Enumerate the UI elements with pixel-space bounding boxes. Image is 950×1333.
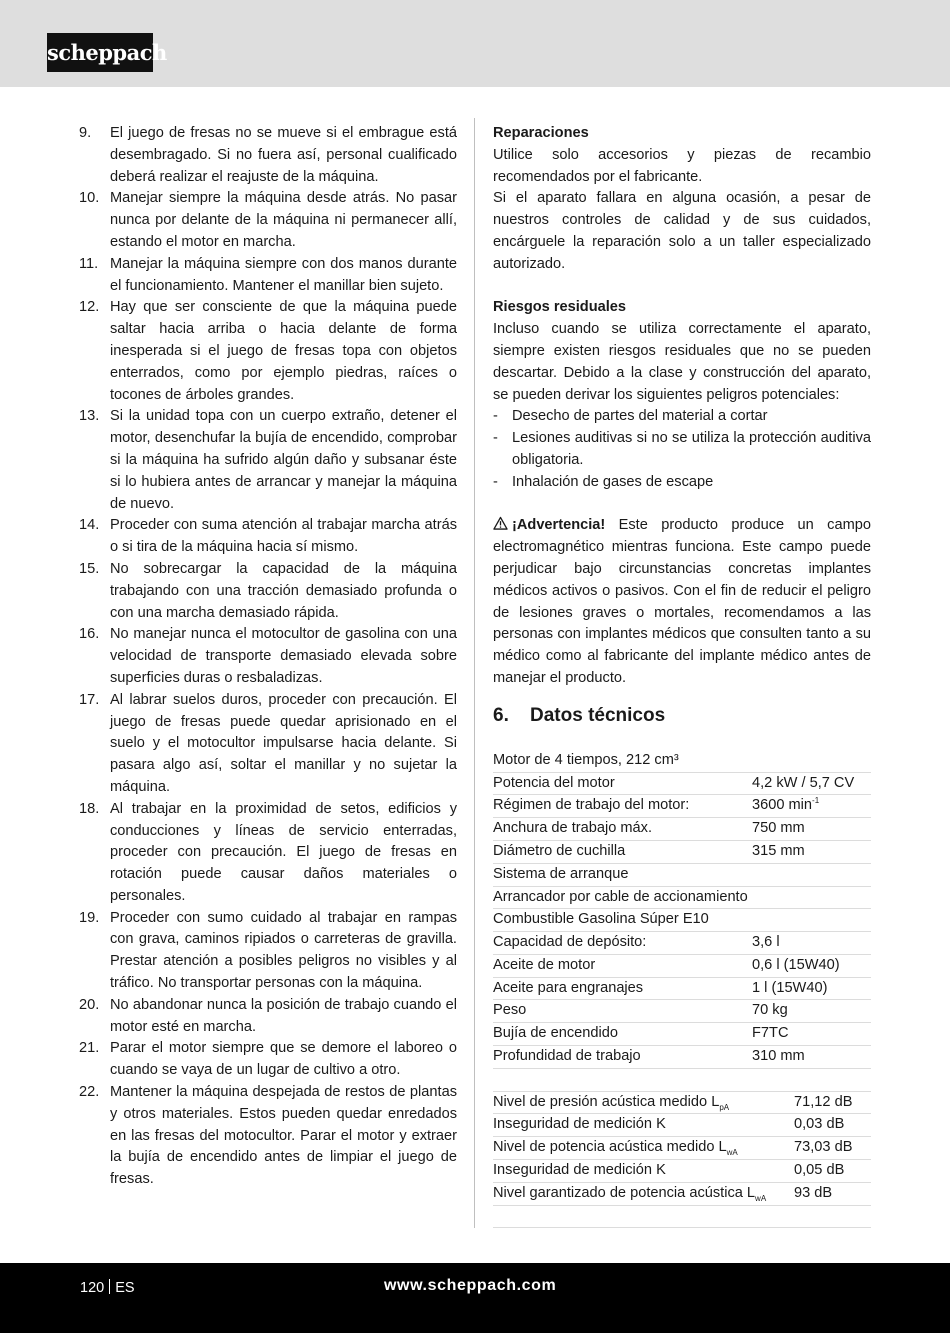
column-divider: [474, 118, 475, 1228]
list-item: 12. Hay que ser consciente de que la máquina puede saltar hacia arriba o hacia delante de forma inesperada si el juego de fresas topa con objetos enterrados, como por ejemplo piedras, raíces o tocones de árboles grandes.: [79, 297, 457, 406]
list-item-text: No abandonar nunca la posición de trabajo cuando el motor esté en marcha.: [110, 996, 457, 1035]
repairs-paragraph-1: Utilice solo accesorios y piezas de recambio recomendados por el fabricante.: [493, 146, 871, 185]
list-item: 22. Mantener la máquina despejada de restos de plantas y otros materiales. Estos pueden quedar enredados en las fresas del motocultor. Parar el motor y extraer la bujía de encendido antes de limpiar el juego de fresas.: [79, 1082, 457, 1191]
table-row: Aceite de motor 0,6 l (15W40): [493, 955, 871, 978]
risk-item: - Desecho de partes del material a cortar: [493, 408, 768, 425]
noise-row: Inseguridad de medición K 0,05 dB: [493, 1160, 871, 1183]
table-row: Aceite para engranajes 1 l (15W40): [493, 978, 871, 1001]
start-system-label: Sistema de arranque: [493, 864, 871, 887]
tech-data-heading: 6. Datos técnicos: [493, 704, 666, 726]
list-item-text: No sobrecargar la capacidad de la máquina trabajando con una tracción demasiado profunda o con una marcha demasiado rápida.: [110, 560, 457, 621]
list-item-text: Al trabajar en la proximidad de setos, edificios y conducciones y líneas de servicio enterradas, proceder con precaución. El juego de fresas en rotación puede causar daños materiales o personales.: [110, 800, 457, 904]
list-item-text: Proceder con suma atención al trabajar marcha atrás o si tira de la máquina hacia sí mismo.: [110, 517, 457, 556]
list-item: 18. Al trabajar en la proximidad de setos, edificios y conducciones y líneas de servicio enterradas, proceder con precaución. El juego de fresas en rotación puede causar daños materiales o personales.: [79, 799, 457, 908]
list-item: 21. Parar el motor siempre que se demore el laboreo o cuando se vaya de un lugar de cultivo a otro.: [79, 1038, 457, 1082]
fuel-line: Combustible Gasolina Súper E10: [493, 909, 871, 932]
risk-item: - Lesiones auditivas si no se utiliza la protección auditiva obligatoria.: [493, 430, 871, 468]
motor-line: Motor de 4 tiempos, 212 cm³: [493, 750, 871, 773]
table-row: Peso 70 kg: [493, 1000, 871, 1023]
table-row: Profundidad de trabajo 310 mm: [493, 1046, 871, 1069]
page-number: 120 ES: [80, 1280, 135, 1296]
safety-instructions-list: [79, 123, 457, 1191]
warning-label: ¡Advertencia!: [512, 517, 606, 534]
list-item-text: Si la unidad topa con un cuerpo extraño, detener el motor, desenchufar la bujía de encendido, comprobar si la máquina ha sufrido algún daño y subsanar éste si lo hubiera antes de arrancar y manejar la máquina de nuevo.: [110, 408, 457, 512]
list-item-text: Proceder con sumo cuidado al trabajar en rampas con grava, caminos ripiados o carreteras de gravilla. Prestar atención a posibles peligros no visibles y al tráfico. No transportar personas con la máquina.: [110, 909, 457, 992]
table-row: Régimen de trabajo del motor: 3600 $\min^{-1}$: [493, 795, 871, 818]
warning-paragraph: [493, 515, 871, 689]
list-item: 13. Si la unidad topa con un cuerpo extraño, detener el motor, desenchufar la bujía de encendido, comprobar si la máquina ha sufrido algún daño y subsanar éste si lo hubiera antes de arrancar y manejar la máquina de nuevo.: [79, 406, 457, 515]
website-link[interactable]: www.scheppach.com: [384, 1277, 557, 1294]
list-item: 16. No manejar nunca el motocultor de gasolina con una velocidad de transporte demasiado elevada sobre superficies duras o resbaladizas.: [79, 624, 457, 689]
list-item: 9. El juego de fresas no se mueve si el embrague está desembragado. Si no fuera así, personal cualificado deberá realizar el reajuste de la máquina.: [79, 123, 457, 188]
list-item: 14. Proceder con suma atención al trabajar marcha atrás o si tira de la máquina hacia sí mismo.: [79, 515, 457, 559]
right-column: [493, 123, 871, 1228]
list-item-text: No manejar nunca el motocultor de gasolina con una velocidad de transporte demasiado elevada sobre superficies duras o resbaladizas.: [110, 626, 457, 686]
noise-row: Nivel de presión acústica medido $L_{pA}$ 71,12 dB: [493, 1091, 871, 1115]
list-item-text: Mantener la máquina despejada de restos de plantas y otros materiales. Estos pueden quedar enredados en las fresas del motocultor. Parar el motor y extraer la bujía de encendido antes de limpiar el juego de fresas.: [110, 1084, 457, 1188]
noise-row: Nivel de potencia acústica medido $L_{wA}$ 73,03 dB: [493, 1137, 871, 1160]
table-row: Capacidad de depósito: 3,6 l: [493, 932, 871, 955]
list-item: 15. No sobrecargar la capacidad de la máquina trabajando con una tracción demasiado profunda o con una marcha demasiado rápida.: [79, 559, 457, 624]
noise-row: Nivel garantizado de potencia acústica $L_{wA}$ 93 dB: [493, 1183, 871, 1206]
list-item-text: Hay que ser consciente de que la máquina puede saltar hacia arriba o hacia delante de forma inesperada si el juego de fresas topa con objetos enterrados, como por ejemplo piedras, raíces o tocones de árboles grandes.: [110, 299, 457, 403]
list-item: 10. Manejar siempre la máquina desde atrás. No pasar nunca por delante de la máquina ni permanecer allí, estando el motor en marcha.: [79, 188, 457, 253]
page-header: [0, 0, 950, 87]
risk-item: - Inhalación de gases de escape: [493, 473, 714, 490]
repairs-paragraph-2: Si el aparato fallara en alguna ocasión, a pesar de nuestros controles de calidad y de sus cuidados, encárguele la reparación solo a un taller especializado autorizado.: [493, 190, 871, 272]
noise-row: Inseguridad de medición K 0,03 dB: [493, 1114, 871, 1137]
list-item-text: Parar el motor siempre que se demore el laboreo o cuando se vaya de un lugar de cultivo a otro.: [110, 1040, 457, 1079]
warning-text: Este producto produce un campo electromagnético mientras funciona. Este campo puede perjudicar bajo circunstancias concretas implantes médicos activos o pasivos. Con el fin de reducir el peligro de lesiones graves o mortales, recomendamos a las personas con implantes médicos que consulten tanto a su médico como al fabricante del implante médico antes de manejar el producto.: [493, 517, 871, 686]
starter-value: Arrancador por cable de accionamiento: [493, 887, 871, 910]
warning-triangle-icon: [493, 516, 508, 530]
table-row: Potencia del motor 4,2 kW / 5,7 CV: [493, 773, 871, 796]
scheppach-logo: scheppach: [47, 33, 153, 72]
list-item: 20. No abandonar nunca la posición de trabajo cuando el motor esté en marcha.: [79, 995, 457, 1039]
residual-risks-heading: Riesgos residuales: [493, 299, 627, 316]
list-item-text: Manejar siempre la máquina desde atrás. No pasar nunca por delante de la máquina ni permanecer allí, estando el motor en marcha.: [110, 190, 457, 250]
list-item: 11. Manejar la máquina siempre con dos manos durante el funcionamiento. Mantener el manillar bien sujeto.: [79, 254, 457, 298]
list-item: 19. Proceder con sumo cuidado al trabajar en rampas con grava, caminos ripiados o carreteras de gravilla. Prestar atención a posibles peligros no visibles y al tráfico. No transportar personas con la máquina.: [79, 908, 457, 995]
table-end-line: [493, 1206, 871, 1229]
list-item-text: El juego de fresas no se mueve si el embrague está desembragado. Si no fuera así, personal cualificado deberá realizar el reajuste de la máquina.: [110, 125, 457, 185]
table-row: Diámetro de cuchilla 315 mm: [493, 841, 871, 864]
page-footer: [0, 1263, 950, 1333]
list-item-text: Manejar la máquina siempre con dos manos durante el funcionamiento. Mantener el manillar bien sujeto.: [110, 255, 457, 294]
repairs-heading: Reparaciones: [493, 125, 589, 141]
list-item-text: Al labrar suelos duros, proceder con precaución. El juego de fresas puede quedar aprisionado en el suelo y el motocultor impulsarse hacia delante. Si pasara algo así, soltar el manillar y no sujetar la máquina.: [110, 691, 457, 795]
table-row: Anchura de trabajo máx. 750 mm: [493, 818, 871, 841]
table-row: Bujía de encendido F7TC: [493, 1023, 871, 1046]
residual-risks-intro: Incluso cuando se utiliza correctamente el aparato, siempre existen riesgos residuales que no se pueden descartar. Debido a la clase y construcción del aparato, se pueden derivar los siguientes peligros potenciales:: [493, 321, 871, 403]
list-item: 17. Al labrar suelos duros, proceder con precaución. El juego de fresas puede quedar aprisionado en el suelo y el motocultor impulsarse hacia delante. Si pasara algo así, soltar el manillar y no sujetar la máquina.: [79, 690, 457, 799]
